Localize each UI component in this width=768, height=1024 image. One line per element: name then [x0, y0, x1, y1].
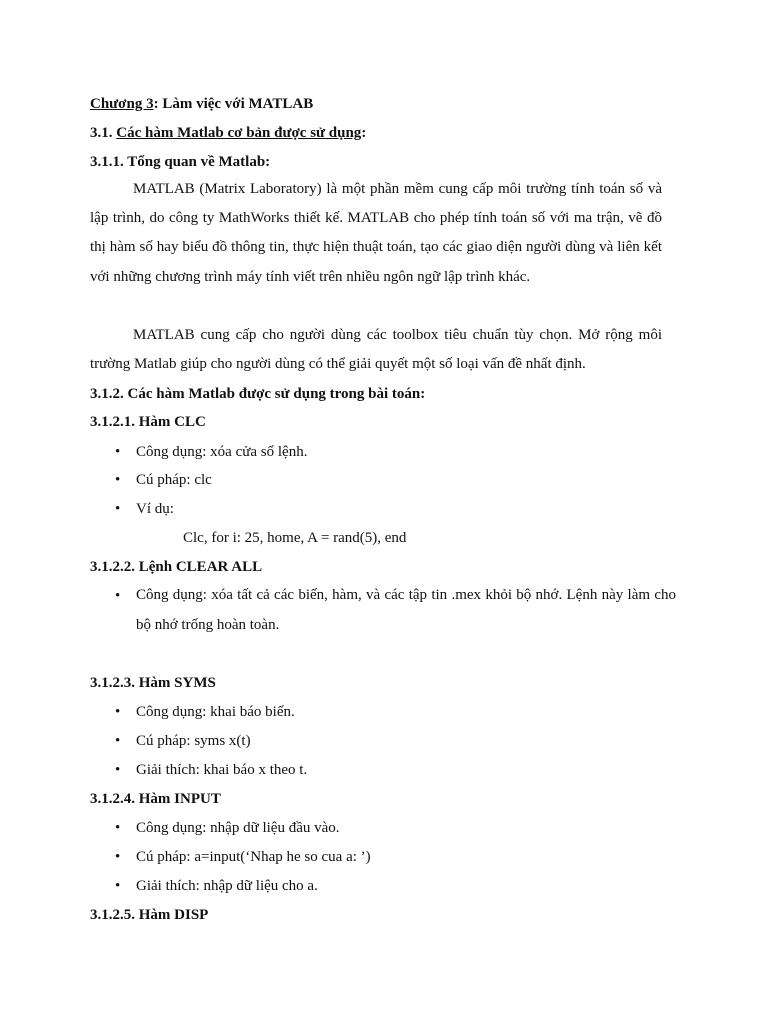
- clc-heading: 3.1.2.1. Hàm CLC: [90, 414, 206, 430]
- clear-usage: Công dụng: xóa tất cả các biến, hàm, và các tập tin .mex khỏi bộ nhớ. Lệnh này làm cho bộ nhớ trống hoàn toàn.: [136, 587, 676, 633]
- bullet-marker: •: [115, 849, 121, 865]
- syms-heading: 3.1.2.3. Hàm SYMS: [90, 675, 216, 691]
- clc-example-code: Clc, for i: 25, home, A = rand(5), end: [183, 530, 407, 546]
- syms-syntax: Cú pháp: syms x(t): [136, 733, 251, 749]
- paragraph-toolbox: MATLAB cung cấp cho người dùng các toolbox tiêu chuẩn tùy chọn. Mở rộng môi trường Matlab giúp cho người dùng có thể giải quyết một số loại vấn đề nhất định.: [90, 327, 662, 373]
- bullet-marker: •: [115, 444, 121, 460]
- chapter-label: Chương 3: [90, 96, 154, 112]
- disp-heading: 3.1.2.5. Hàm DISP: [90, 907, 209, 923]
- clc-syntax: Cú pháp: clc: [136, 472, 212, 488]
- chapter-name: : Làm việc với MATLAB: [153, 96, 314, 112]
- section-3-1-2-heading: 3.1.2. Các hàm Matlab được sử dụng trong bài toán:: [90, 386, 426, 402]
- bullet-marker: •: [115, 588, 121, 604]
- section-3-1-1-heading: 3.1.1. Tổng quan về Matlab:: [90, 154, 271, 170]
- section-3-1-colon: :: [361, 125, 367, 141]
- clc-example-label: Ví dụ:: [136, 501, 174, 517]
- bullet-marker: •: [115, 878, 121, 894]
- bullet-marker: •: [115, 820, 121, 836]
- section-3-1-title: Các hàm Matlab cơ bản được sử dụng: [116, 125, 362, 141]
- section-3-1-number: 3.1.: [90, 125, 117, 141]
- bullet-marker: •: [115, 472, 121, 488]
- bullet-marker: •: [115, 704, 121, 720]
- paragraph-intro: MATLAB (Matrix Laboratory) là một phần mềm cung cấp môi trường tính toán số và lập trình, do công ty MathWorks thiết kế. MATLAB cho phép tính toán số với ma trận, vẽ đồ thị hàm số hay biểu đồ thông tin, thực hiện thuật toán, tạo các giao diện người dùng và liên kết với những chương trình máy tính viết trên nhiều ngôn ngữ lập trình khác.: [90, 181, 662, 285]
- section-3-1-heading: [90, 123, 366, 143]
- input-usage: Công dụng: nhập dữ liệu đầu vào.: [136, 820, 340, 836]
- bullet-marker: •: [115, 501, 121, 517]
- input-syntax: Cú pháp: a=input(‘Nhap he so cua a: ’): [136, 849, 371, 865]
- input-explain: Giải thích: nhập dữ liệu cho a.: [136, 878, 318, 894]
- bullet-marker: •: [115, 762, 121, 778]
- chapter-title: [90, 94, 313, 114]
- clc-usage: Công dụng: xóa cửa sổ lệnh.: [136, 444, 308, 460]
- bullet-marker: •: [115, 733, 121, 749]
- input-heading: 3.1.2.4. Hàm INPUT: [90, 791, 221, 807]
- syms-usage: Công dụng: khai báo biến.: [136, 704, 295, 720]
- syms-explain: Giải thích: khai báo x theo t.: [136, 762, 308, 778]
- clear-heading: 3.1.2.2. Lệnh CLEAR ALL: [90, 559, 263, 575]
